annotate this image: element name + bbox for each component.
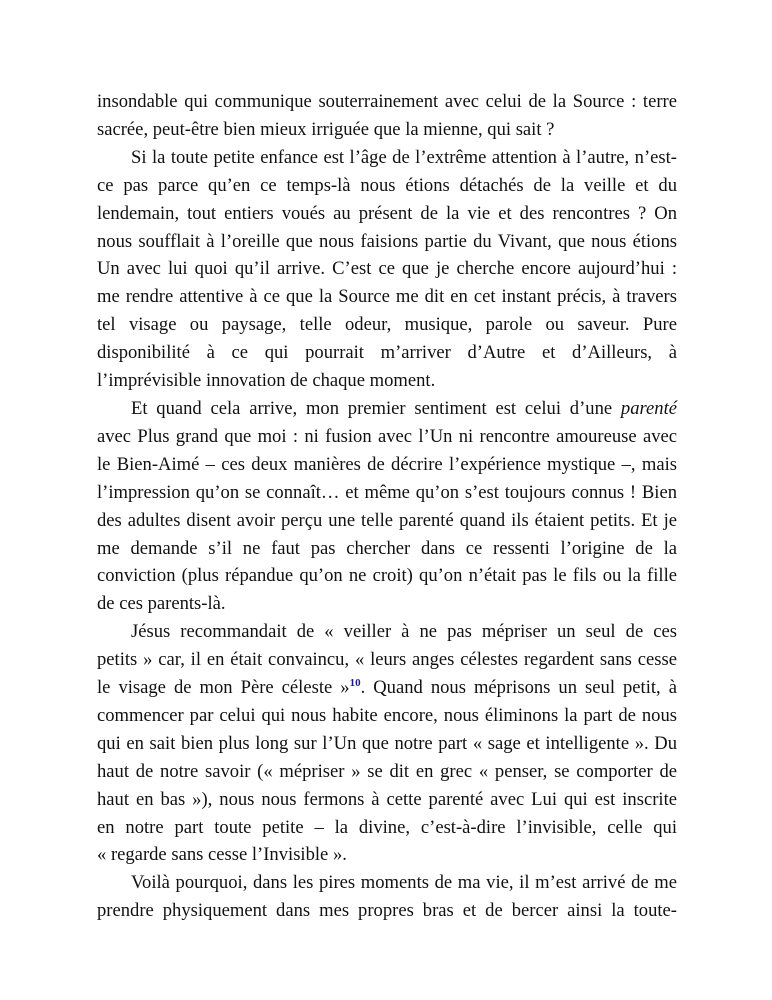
text-run: le Bien-Aimé – ces deux manières de décrire l’expérience mystique –, mais (97, 453, 677, 475)
text-run: le visage de mon Père céleste » (97, 677, 350, 699)
text-run: l’imprévisible innovation de chaque moment. (97, 370, 436, 392)
text-run: « regarde sans cesse l’Invisible ». (97, 844, 347, 866)
text-run: Voilà pourquoi, dans les pires moments de ma vie, il m’est arrivé de me (131, 872, 677, 894)
text-run: sacrée, peut-être bien mieux irriguée que la mienne, qui sait ? (97, 118, 555, 140)
text-line (97, 897, 677, 925)
text-line (97, 814, 677, 842)
text-line (97, 590, 677, 618)
text-run: qui en sait bien plus long sur l’Un que notre part « sage et intelligente ». Du (97, 732, 677, 754)
text-run: nous soufflait à l’oreille que nous faisions partie du Vivant, que nous étions (97, 230, 677, 252)
text-run: haut de notre savoir (« mépriser » se dit en grec « penser, se comporter de (97, 760, 677, 782)
text-line (97, 255, 677, 283)
text-run: commencer par celui qui nous habite encore, nous éliminons la part de nous (97, 704, 677, 726)
paragraph (97, 88, 677, 144)
text-run: Et quand cela arrive, mon premier sentiment est celui d’une (131, 397, 621, 419)
text-line (97, 562, 677, 590)
text-run: haut en bas »), nous nous fermons à cette parenté avec Lui qui est inscrite (97, 788, 677, 810)
document-page (97, 88, 677, 925)
text-line (97, 116, 677, 144)
text-run: me rendre attentive à ce que la Source me dit en cet instant précis, à travers (97, 286, 677, 308)
text-line (97, 228, 677, 256)
text-run: tel visage ou paysage, telle odeur, musique, parole ou saveur. Pure (97, 314, 677, 336)
text-run: de ces parents-là. (97, 593, 226, 615)
paragraph (97, 395, 677, 618)
text-line (97, 144, 677, 172)
text-line (97, 730, 677, 758)
text-line (97, 367, 677, 395)
text-run: prendre physiquement dans mes propres bras et de bercer ainsi la toute- (97, 900, 677, 922)
emphasized-word: parenté (620, 397, 677, 419)
text-line (97, 283, 677, 311)
text-line (97, 618, 677, 646)
text-line (97, 869, 677, 897)
text-line (97, 702, 677, 730)
text-line (97, 841, 677, 869)
text-line (97, 339, 677, 367)
text-run: ce pas parce qu’en ce temps-là nous étions détachés de la veille et du (97, 174, 677, 196)
text-run: disponibilité à ce qui pourrait m’arriver d’Autre et d’Ailleurs, à (97, 342, 677, 364)
text-run: des adultes disent avoir perçu une telle parenté quand ils étaient petits. Et je (97, 509, 677, 531)
text-run: petits » car, il en était convaincu, « leurs anges célestes regardent sans cesse (97, 649, 677, 671)
paragraph (97, 869, 677, 925)
text-line (97, 758, 677, 786)
text-line (97, 674, 677, 702)
text-run: Jésus recommandait de « veiller à ne pas mépriser un seul de ces (131, 621, 677, 643)
text-line (97, 395, 677, 423)
text-run: me demande s’il ne faut pas chercher dans ce ressenti l’origine de la (97, 537, 677, 559)
text-run: . Quand nous méprisons un seul petit, à (360, 677, 677, 699)
text-line (97, 172, 677, 200)
paragraph (97, 144, 677, 395)
text-run: avec Plus grand que moi : ni fusion avec l’Un ni rencontre amoureuse avec (97, 425, 677, 447)
text-line (97, 535, 677, 563)
text-run: Si la toute petite enfance est l’âge de l’extrême attention à l’autre, n’est- (131, 146, 677, 168)
text-line (97, 200, 677, 228)
footnote-reference: 10 (349, 677, 361, 690)
text-line (97, 507, 677, 535)
text-run: lendemain, tout entiers voués au présent de la vie et des rencontres ? On (97, 202, 677, 224)
text-run: en notre part toute petite – la divine, c’est-à-dire l’invisible, celle qui (97, 816, 677, 838)
text-line (97, 479, 677, 507)
text-line (97, 88, 677, 116)
text-run: l’impression qu’on se connaît… et même qu’on s’est toujours connus ! Bien (97, 481, 677, 503)
text-line (97, 646, 677, 674)
text-run: insondable qui communique souterrainement avec celui de la Source : terre (97, 91, 677, 112)
text-run: Un avec lui quoi qu’il arrive. C’est ce que je cherche encore aujourd’hui : (97, 258, 677, 280)
text-run: conviction (plus répandue qu’on ne croit) qu’on n’était pas le fils ou la fille (97, 565, 677, 587)
text-line (97, 311, 677, 339)
text-line (97, 451, 677, 479)
text-line (97, 423, 677, 451)
paragraph (97, 618, 677, 869)
text-line (97, 786, 677, 814)
